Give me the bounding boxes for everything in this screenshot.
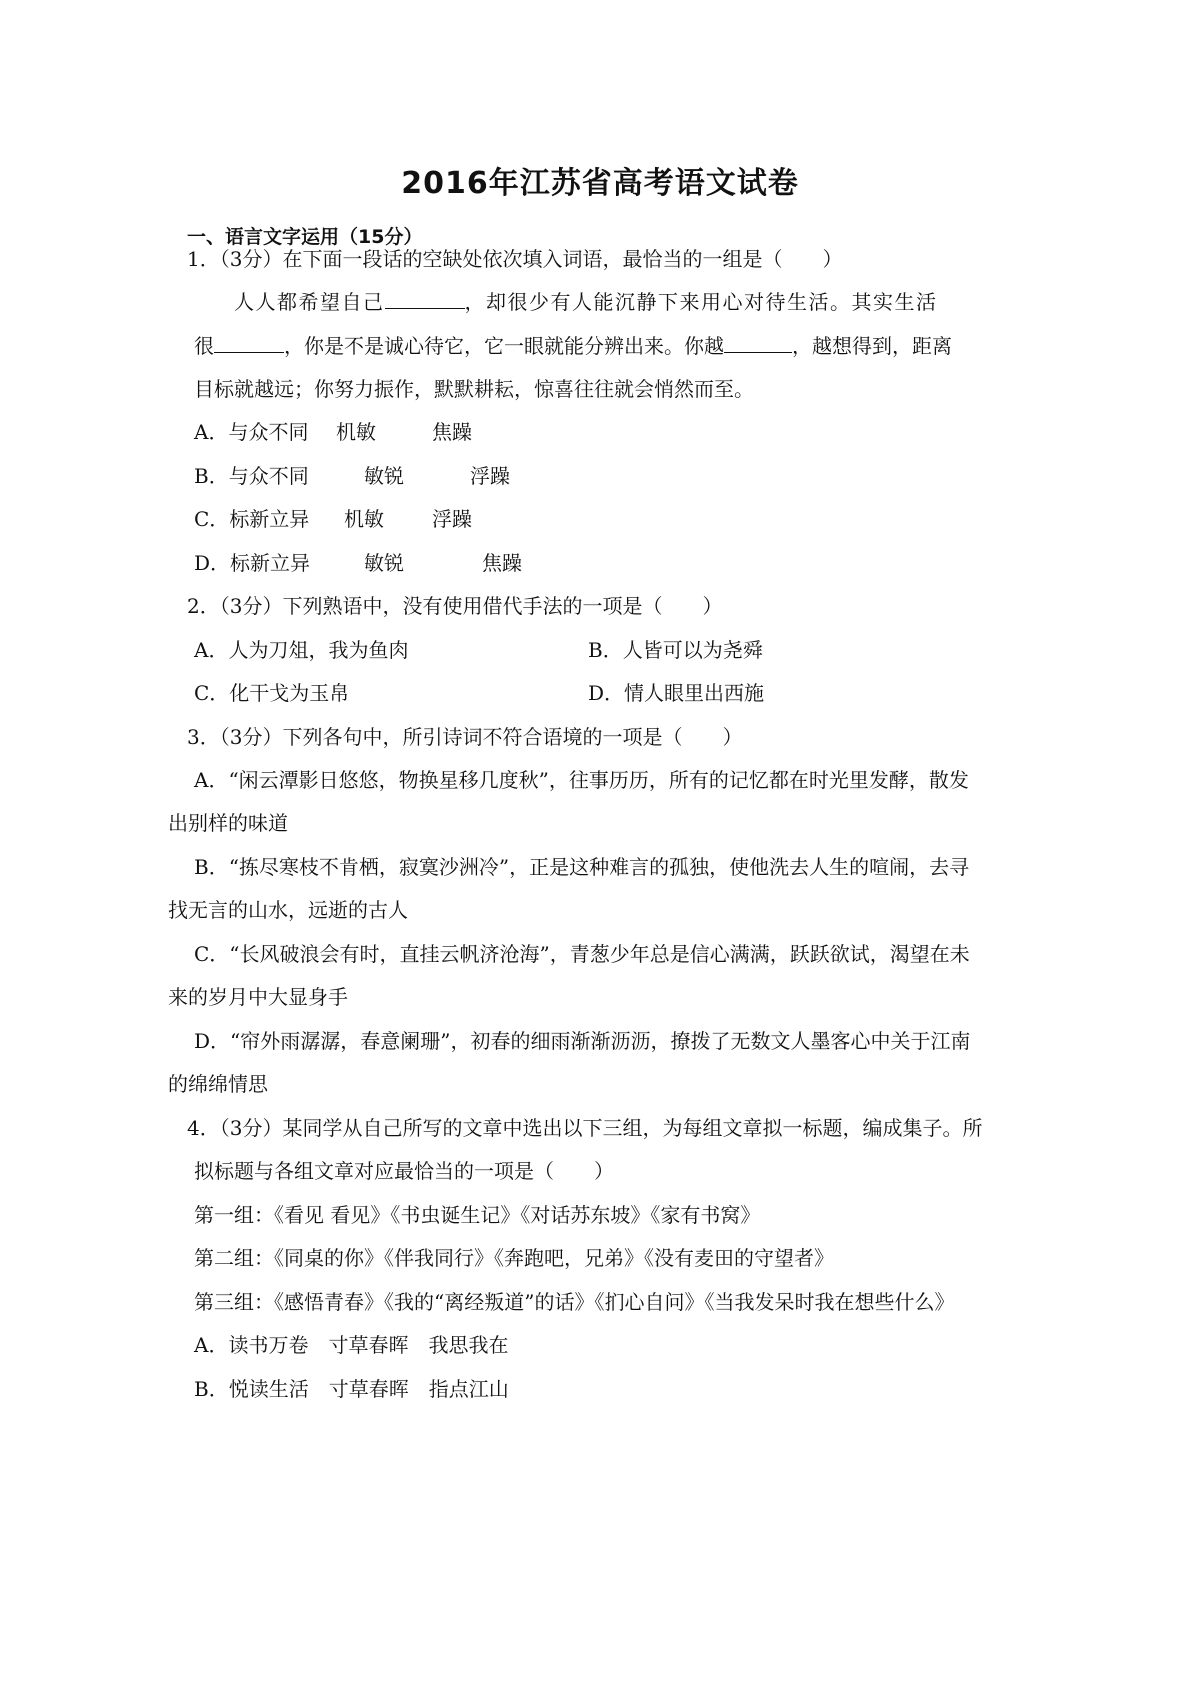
q4-group-2: 第二组：《同桌的你》《伴我同行》《奔跑吧，兄弟》《没有麦田的守望者》 [194, 1246, 834, 1270]
option-word: 机敏 [344, 507, 384, 531]
q1-text: 人人都希望自己 [234, 290, 385, 314]
option-word: 浮躁 [432, 507, 472, 531]
q1-option-b [194, 462, 510, 490]
q3-option-d-line-2: 的绵绵情思 [168, 1072, 268, 1096]
q3-stem: 3．（3分）下列各句中，所引诗词不符合语境的一项是（ ） [187, 725, 743, 749]
q1-text: ，却很少有人能沉静下来用心对待生活。其实生活 [464, 290, 938, 314]
q1-passage-line-2 [194, 332, 952, 360]
option-word: 标新立异 [230, 551, 311, 575]
q3-option-a-line-1: A．“闲云潭影日悠悠，物换星移几度秋”，往事历历，所有的记忆都在时光里发酵，散发 [194, 768, 969, 792]
q4-option-a: A．读书万卷 寸草春晖 我思我在 [194, 1333, 509, 1357]
q3-option-b-line-2: 找无言的山水，远逝的古人 [168, 898, 408, 922]
q1-passage-line-3: 目标就越远；你努力振作，默默耕耘，惊喜往往就会悄然而至。 [194, 377, 754, 401]
q4-option-b: B．悦读生活 寸草春晖 指点江山 [194, 1377, 509, 1401]
option-label: B． [194, 464, 229, 488]
option-word: 浮躁 [470, 464, 510, 488]
page-title: 2016年江苏省高考语文试卷 [401, 166, 799, 201]
q4-group-1: 第一组：《看见 看见》《书虫诞生记》《对话苏东坡》《家有书窝》 [194, 1203, 761, 1227]
q2-option-b: B．人皆可以为尧舜 [588, 638, 763, 662]
option-word: 敏锐 [364, 551, 404, 575]
answer-blank [214, 334, 284, 353]
option-label: C． [194, 507, 230, 531]
option-word: 与众不同 [228, 464, 309, 488]
q3-option-d-line-1: D．“帘外雨潺潺，春意阑珊”，初春的细雨渐渐沥沥，撩拨了无数文人墨客心中关于江南 [194, 1029, 971, 1053]
q1-passage-line-1 [234, 288, 938, 316]
q2-stem: 2．（3分）下列熟语中，没有使用借代手法的一项是（ ） [187, 594, 723, 618]
q1-text: ，越想得到，距离 [792, 334, 952, 358]
q4-group-3: 第三组：《感悟青春》《我的“离经叛道”的话》《扪心自问》《当我发呆时我在想些什么》 [194, 1290, 955, 1314]
q1-text: 很 [194, 334, 214, 358]
option-label: A． [194, 420, 229, 444]
option-word: 与众不同 [228, 420, 309, 444]
q4-stem-line-1: 4．（3分）某同学从自己所写的文章中选出以下三组，为每组文章拟一标题，编成集子。所 [187, 1116, 983, 1140]
option-word: 机敏 [336, 420, 376, 444]
q3-option-c-line-2: 来的岁月中大显身手 [168, 985, 348, 1009]
q1-option-d [194, 549, 522, 577]
q1-stem: 1．（3分）在下面一段话的空缺处依次填入词语，最恰当的一组是（ ） [187, 247, 843, 271]
q4-stem-line-2: 拟标题与各组文章对应最恰当的一项是（ ） [194, 1159, 614, 1183]
section-heading: 一、语言文字运用（15分） [187, 226, 423, 248]
option-label: D． [194, 551, 231, 575]
option-word: 焦躁 [482, 551, 522, 575]
answer-blank [724, 334, 792, 353]
q1-option-c [194, 505, 472, 533]
option-word: 焦躁 [432, 420, 472, 444]
option-word: 敏锐 [364, 464, 404, 488]
q3-option-a-line-2: 出别样的味道 [168, 811, 288, 835]
q2-option-d: D．情人眼里出西施 [588, 681, 765, 705]
q1-option-a [194, 418, 472, 446]
answer-blank [385, 290, 465, 309]
q2-option-c: C．化干戈为玉帛 [194, 681, 350, 705]
q2-option-a: A．人为刀俎，我为鱼肉 [194, 638, 409, 662]
q3-option-b-line-1: B．“拣尽寒枝不肯栖，寂寞沙洲冷”，正是这种难言的孤独，使他洗去人生的喧闹，去寻 [194, 855, 970, 879]
q1-text: ，你是不是诚心待它，它一眼就能分辨出来。你越 [284, 334, 724, 358]
option-word: 标新立异 [229, 507, 310, 531]
q3-option-c-line-1: C．“长风破浪会有时，直挂云帆济沧海”，青葱少年总是信心满满，跃跃欲试，渴望在未 [194, 942, 970, 966]
